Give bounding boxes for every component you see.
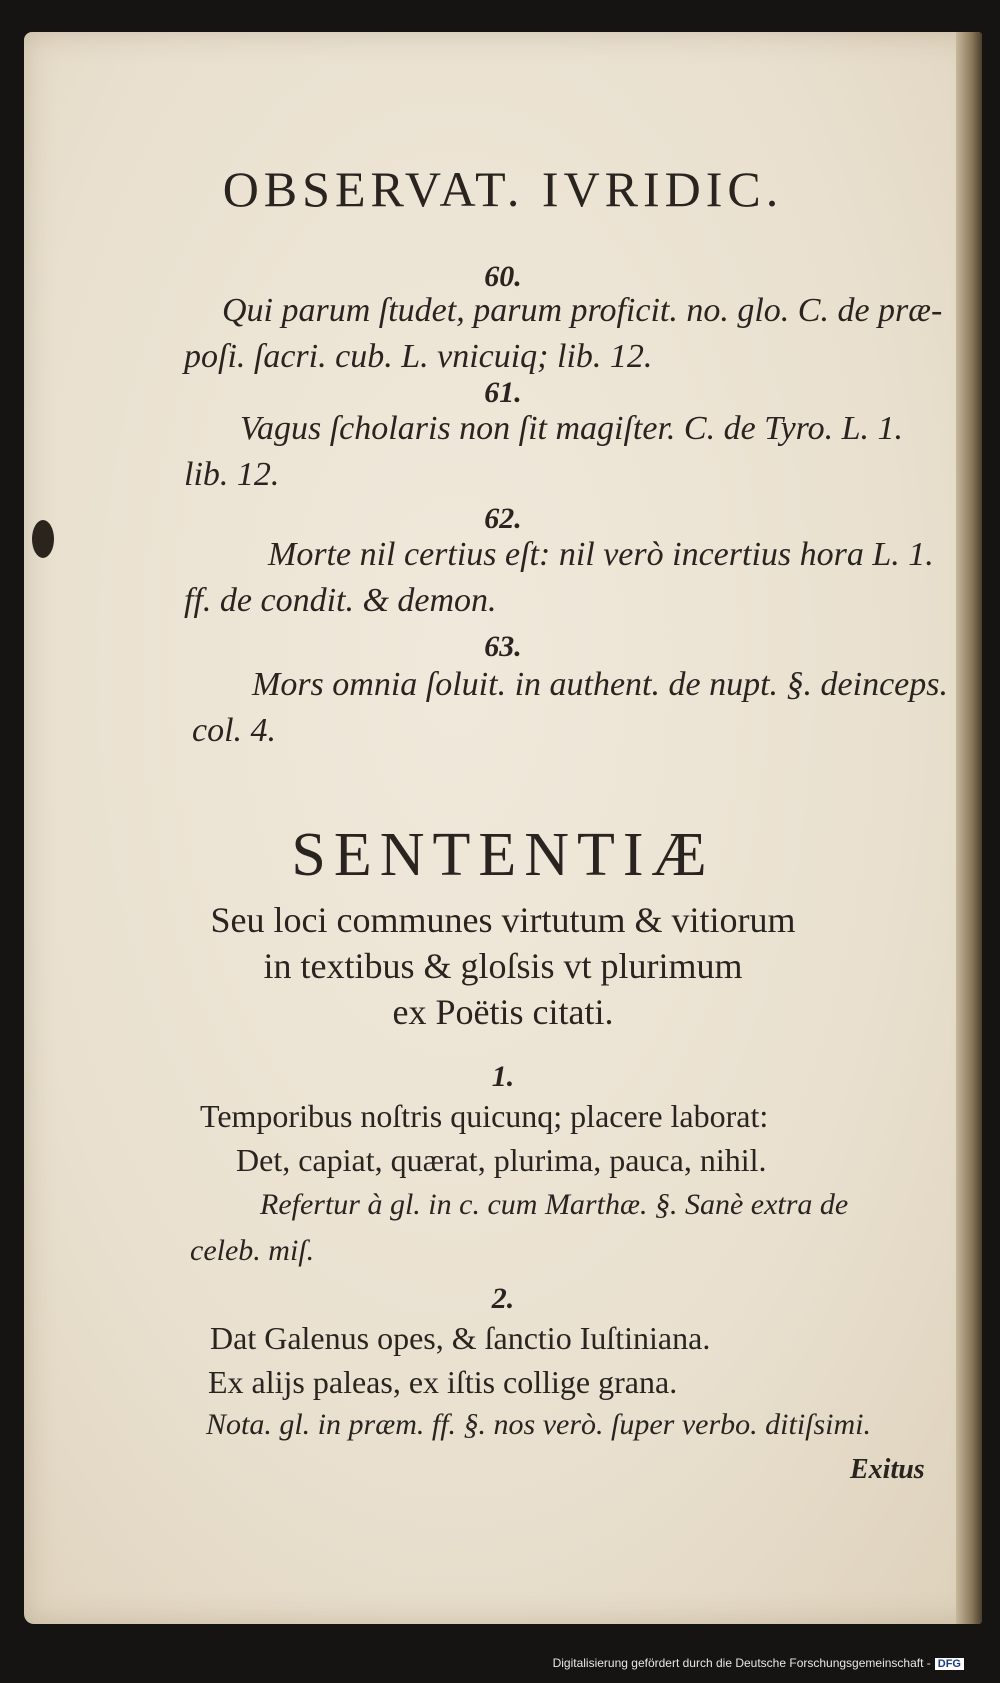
section-subtitle-line: ex Poëtis citati. — [392, 992, 614, 1032]
sententia-number: 2. — [491, 1282, 515, 1315]
entry-number: 60. — [484, 260, 522, 293]
entry-line: lib. 12. — [184, 456, 280, 493]
entry-line: poſi. ſacri. cub. L. vnicuiq; lib. 12. — [184, 338, 653, 375]
section-subtitle-line: Seu loci communes virtutum & vitiorum — [210, 900, 796, 940]
book-page — [24, 32, 982, 1624]
entry-line: Vagus ſcholaris non ſit magiſter. C. de Tyro. L. 1. — [240, 410, 904, 447]
sententia-number: 1. — [491, 1060, 515, 1093]
sententia-verse-line: Det, capiat, quærat, plurima, pauca, nihil. — [236, 1142, 767, 1178]
entry-line: Mors omnia ſoluit. in authent. de nupt. §. deinceps. — [252, 666, 948, 703]
sententia-note-line: celeb. miſ. — [190, 1234, 315, 1267]
credit-text: Digitalisierung gefördert durch die Deutsche Forschungsgemeinschaft - — [552, 1656, 931, 1670]
sententia-verse-line: Dat Galenus opes, & ſanctio Iuſtiniana. — [210, 1320, 711, 1356]
entry-number: 63. — [484, 630, 522, 663]
entry-line: Qui parum ſtudet, parum proficit. no. glo. C. de præ- — [222, 292, 943, 329]
sententia-verse-line: Temporibus noſtris quicunq; placere laborat: — [200, 1098, 769, 1134]
section-subtitle-line: in textibus & gloſsis vt plurimum — [263, 946, 743, 986]
digitization-credit — [553, 1656, 964, 1670]
sententia-verse-line: Ex alijs paleas, ex iſtis collige grana. — [208, 1364, 678, 1400]
running-title: OBSERVAT. IVRIDIC. — [222, 161, 784, 217]
entry-line: ff. de condit. & demon. — [184, 582, 497, 619]
section-title: SENTENTIÆ — [291, 821, 715, 889]
dfg-logo: DFG — [935, 1658, 964, 1670]
catchword: Exitus — [850, 1454, 925, 1485]
sententia-note-line: Refertur à gl. in c. cum Marthæ. §. Sanè extra de — [260, 1188, 849, 1221]
entry-number: 62. — [484, 502, 522, 535]
sententia-note-line: Nota. gl. in præm. ff. §. nos verò. ſuper verbo. ditiſsimi. — [206, 1408, 871, 1441]
entry-line: Morte nil certius eſt: nil verò incertius hora L. 1. — [268, 536, 934, 573]
entry-number: 61. — [484, 376, 522, 409]
entry-line: col. 4. — [192, 712, 277, 749]
